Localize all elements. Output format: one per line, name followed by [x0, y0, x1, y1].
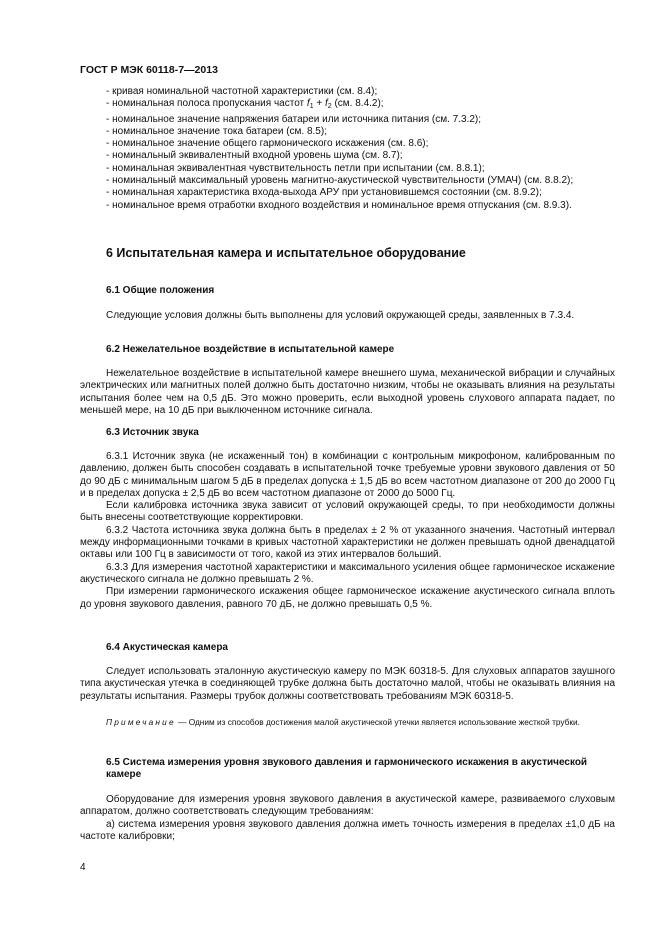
list-item: - номинальный эквивалентный входной уровень шума (см. 8.7);	[106, 150, 403, 162]
list-item: - номинальное значение общего гармонического искажения (см. 8.6);	[106, 138, 429, 150]
section-6-3-body	[80, 451, 615, 611]
note	[80, 717, 615, 728]
section-6-3-2: 6.3.2 Частота источника звука должна быть в пределах ± 2 % от указанного значения. Частотный интервал между информационными точками в кривых частотной характеристики не должен превышать одной двенадцатой октавы или 100 Гц в зависимости от того, какой из этих интервалов больший.	[80, 524, 615, 561]
bandwidth-prefix: - номинальная полоса пропускания частот	[106, 98, 307, 110]
document-header: ГОСТ Р МЭК 60118-7—2013	[80, 64, 218, 76]
f-symbol: f	[325, 98, 328, 110]
section-6-2-text: Нежелательное воздействие в испытательной камере внешнего шума, механической вибрации и случайных электрических или магнитных полей должно быть достаточно низким, чтобы не оказывать влияния на результаты испытания более чем на 0,5 дБ. Это можно проверить, если выходной уровень слухового аппарата падает, по меньшей мере, на 10 дБ при выключенном источнике сигнала.	[80, 368, 615, 416]
f-symbol: f	[306, 98, 310, 110]
list-item: - номинальное время отработки входного воздействия и номинальное время отпускания (см. 8.9.3).	[106, 199, 572, 211]
list-item-bandwidth	[80, 98, 615, 113]
section-6-1-text: Следующие условия должны быть выполнены для условий окружающей среды, заявленных в 7.3.4.	[106, 310, 575, 321]
list-item: - номинальная характеристика входа-выхода АРУ при установившемся состоянии (см. 8.9.2);	[106, 187, 542, 199]
section-6-1-title: 6.1 Общие положения	[106, 285, 215, 296]
list-item: - номинальное значение напряжения батареи или источника питания (см. 7.3.2);	[106, 113, 482, 125]
section-6-5-title: 6.5 Система измерения уровня звукового давления и гармонического искажения в акустической камере	[106, 757, 588, 781]
list-item: - номинальный максимальный уровень магнитно-акустической чувствительности (УМАЧ) (см. 8.8.2);	[106, 175, 574, 187]
section-6-5-a: а) система измерения уровня звукового давления должна иметь точность измерения в пределах ±1,0 дБ на частоте калибровки;	[80, 818, 615, 842]
section-6-3-3: 6.3.3 Для измерения частотной характеристики и максимального усиления общее гармоническое искажение акустического сигнала не должно превышать 2 %.	[80, 561, 615, 585]
section-6-1-body	[80, 310, 615, 322]
sub-one: 1	[309, 103, 314, 111]
section-6-2-body	[80, 368, 615, 417]
section-6-3-1: 6.3.1 Источник звука (не искаженный тон) в комбинации с контрольным микрофоном, калиброванным по давлению, должен быть способен создавать в испытательной точке требуемые уровни звукового давления от 50 до 90 дБ с минимальным шагом 5 дБ в пределах допуска ± 1,5 дБ во всем частотном диапазоне от 200 до 2000 Гц и в пределах допуска ± 2,5 дБ во всем частотном диапазоне от 2000 до 5000 Гц.	[80, 451, 615, 499]
section-6-3-1-note: Если калибровка источника звука зависит от условий окружающей среды, то при необходимости должны быть внесены соответствующие корректировки.	[80, 500, 615, 524]
section-6-title: 6 Испытательная камера и испытательное оборудование	[106, 246, 466, 260]
page-number: 4	[80, 862, 86, 873]
section-6-3-title: 6.3 Источник звука	[106, 427, 199, 438]
section-6-4-title: 6.4 Акустическая камера	[106, 642, 228, 653]
section-6-4-text: Следует использовать эталонную акустическую камеру по МЭК 60318-5. Для слуховых аппаратов заушного типа акустическая утечка в соединяющей трубке должна быть достаточно малой, чтобы не оказывать влияния на результаты испытания. Размеры трубок должны соответствовать требованиям МЭК 60318-5.	[80, 666, 615, 702]
section-6-3-3-harmonic: При измерении гармонического искажения общее гармоническое искажение акустического сигнала вплоть до уровня звукового давления, равного 70 дБ, не должно превышать 0,5 %.	[80, 586, 615, 610]
section-6-5-text: Оборудование для измерения уровня звукового давления в акустической камере, развиваемого слуховым аппаратом, должно соответствовать следующим требованиям:	[80, 794, 615, 818]
section-6-2-title: 6.2 Нежелательное воздействие в испытательной камере	[106, 344, 395, 355]
note-text: — Одним из способов достижения малой акустической утечки является использование жесткой трубки.	[175, 717, 580, 727]
section-6-5-body	[80, 794, 615, 843]
bandwidth-suffix: (см. 8.4.2);	[331, 98, 384, 110]
list-item: - номинальная эквивалентная чувствительность петли при испытании (см. 8.8.1);	[106, 162, 485, 174]
sub-two: 2	[327, 103, 332, 111]
section-6-4-body	[80, 666, 615, 703]
list-item: - кривая номинальной частотной характеристики (см. 8.4);	[106, 86, 378, 97]
note-label: Примечание	[106, 717, 176, 727]
plus-sign: +	[313, 98, 325, 110]
list-item: - номинальное значение тока батареи (см. 8.5);	[106, 125, 327, 137]
requirements-list	[80, 86, 615, 212]
